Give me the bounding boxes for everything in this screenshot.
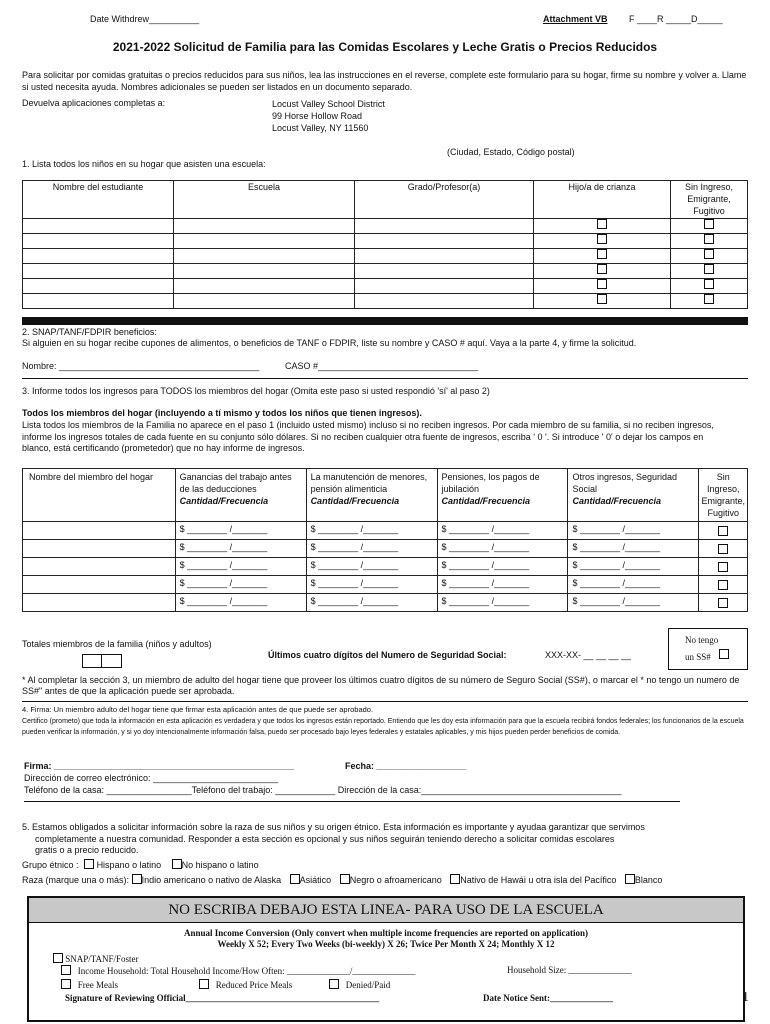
income-row	[23, 558, 748, 576]
race-group: Raza (marque una o más): Indio americano o nativo de Alaska Asiático Negro o afroamericano Nativo de Hawái u otra isla del Pacífico Blanco	[22, 875, 663, 885]
district-address: Locust Valley School District 99 Horse Hollow Road Locust Valley, NY 11560	[272, 99, 385, 133]
school-input[interactable]	[174, 264, 355, 279]
household-total-box[interactable]	[82, 654, 122, 668]
reduced-meals-checkbox[interactable]	[199, 979, 209, 989]
snap-case-field[interactable]: CASO #________________________________	[285, 361, 479, 371]
ethnic-group: Grupo étnico : Hispano o latino No hispano o latino	[22, 860, 259, 870]
hispanic-checkbox[interactable]	[84, 859, 94, 869]
student-name-input[interactable]	[23, 249, 174, 264]
section3-bold: Todos los miembros del hogar (incluyendo a tí mismo y todos los niños que tienen ingresos).	[22, 408, 422, 418]
date-withdrew: Date Withdrew__________	[90, 14, 200, 24]
other-income-input[interactable]: $ ________ /_______	[568, 576, 699, 594]
totals-label: Totales miembros de la familia (niños y adultos)	[22, 639, 212, 649]
section-divider-bar	[22, 317, 748, 325]
household-size-field[interactable]: Household Size: ______________	[507, 965, 632, 975]
pension-input[interactable]: $ ________ /_______	[437, 594, 568, 612]
foster-checkbox[interactable]	[597, 234, 607, 244]
no-income-checkbox[interactable]	[718, 544, 728, 554]
student-name-input[interactable]	[23, 234, 174, 249]
pension-input[interactable]: $ ________ /_______	[437, 540, 568, 558]
income-row	[23, 576, 748, 594]
email-field[interactable]: Dirección de correo electrónico: _________________________	[24, 773, 279, 783]
grade-input[interactable]	[355, 234, 534, 249]
divider	[24, 801, 680, 802]
grade-input[interactable]	[355, 219, 534, 234]
not-hispanic-checkbox[interactable]	[172, 859, 182, 869]
earnings-input[interactable]: $ ________ /_______	[175, 576, 306, 594]
race-asian-checkbox[interactable]	[290, 874, 300, 884]
grade-input[interactable]	[355, 249, 534, 264]
date-field[interactable]: Fecha: __________________	[345, 761, 467, 771]
section3-text: Lista todos los miembros de la Familia no aparece en el paso 1 (incluido usted mismo) incluso si no reciben ingresos. Por cada miembro de su familia, si no reciben ingresos, informe los ingresos totales de cada fuente en su conjunto sólo dólares. Si no reciben cualquier otra fuente de ingresos, escriba ' 0 '. Si introduce ' 0' o dejar los campos en blanco, está certificando (prometedor) que no hay informe de ingresos.	[22, 420, 714, 453]
no-income-checkbox[interactable]	[704, 249, 714, 259]
student-name-input[interactable]	[23, 294, 174, 309]
other-income-input[interactable]: $ ________ /_______	[568, 522, 699, 540]
return-label: Devuelva aplicaciones completas a:	[22, 98, 166, 108]
col-pensions: Pensiones, los pagos de jubilación Cantidad/Frecuencia	[437, 469, 568, 522]
snap-checkbox[interactable]	[53, 953, 63, 963]
income-household-checkbox[interactable]	[61, 965, 71, 975]
no-income-checkbox[interactable]	[718, 526, 728, 536]
no-ssn-box: No tengo un SS#	[668, 628, 748, 670]
support-input[interactable]: $ ________ /_______	[306, 558, 437, 576]
member-name-input[interactable]	[23, 558, 176, 576]
school-input[interactable]	[174, 279, 355, 294]
divider	[22, 378, 748, 379]
income-table	[22, 468, 748, 612]
ssn-note: * Al completar la sección 3, un miembro de adulto del hogar tiene que proveer los últimos cuatro dígitos de su número de Seguro Social (SS#), o marcar el * no tengo un numero de SS#" antes de que la aplicación puede ser aprobada.	[22, 675, 740, 696]
no-income-checkbox[interactable]	[704, 219, 714, 229]
free-meals-checkbox[interactable]	[61, 979, 71, 989]
earnings-input[interactable]: $ ________ /_______	[175, 594, 306, 612]
date-notice-sent-field[interactable]: Date Notice Sent:______________	[483, 993, 613, 1003]
col-foster: Hijo/a de crianza	[534, 181, 671, 219]
col-child-support: La manutención de menores, pensión alimenticia Cantidad/Frecuencia	[306, 469, 437, 522]
col-no-income: Sin Ingreso, Emigrante, Fugitivo	[699, 469, 748, 522]
school-input[interactable]	[174, 219, 355, 234]
section5-text: 5. Estamos obligados a solicitar información sobre la raza de sus niños y su origen étnico. Esta información es importante y ayudaa garantizar que servimos completamente a nuestra comunidad. Responder a esta sección es opcional y sus niños seguirán teniendo derecho a solicitar comidas escolares gratis o a precio reducido.	[22, 822, 645, 855]
grade-input[interactable]	[355, 264, 534, 279]
foster-checkbox[interactable]	[597, 294, 607, 304]
income-row	[23, 594, 748, 612]
student-name-input[interactable]	[23, 279, 174, 294]
col-earnings: Ganancias del trabajo antes de las deducciones Cantidad/Frecuencia	[175, 469, 306, 522]
grade-input[interactable]	[355, 294, 534, 309]
col-grade: Grado/Profesor(a)	[355, 181, 534, 219]
member-name-input[interactable]	[23, 540, 176, 558]
page-title: 2021-2022 Solicitud de Familia para las Comidas Escolares y Leche Gratis o Precios Reducidos	[112, 40, 658, 54]
signature-field[interactable]: Firma: ________________________________________________	[24, 761, 295, 771]
no-income-checkbox[interactable]	[704, 294, 714, 304]
section4-label: 4. Firma: Un miembro adulto del hogar tiene que firmar esta aplicación antes de que puede ser aprobado.	[22, 705, 374, 714]
income-row	[23, 540, 748, 558]
intro-text: Para solicitar por comidas gratuitas o precios reducidos para sus niños, lea las instrucciones en el reverse, complete este formulario para su hogar, firme su nombre y volver a. Llame si usted necesita ayuda. Nombres adicionales se pueden ser listados en un documento separado.	[22, 70, 747, 92]
denied-checkbox[interactable]	[329, 979, 339, 989]
no-income-checkbox[interactable]	[704, 279, 714, 289]
grade-input[interactable]	[355, 279, 534, 294]
children-table	[22, 180, 748, 309]
city-caption: (Ciudad, Estado, Código postal)	[447, 147, 575, 157]
member-name-input[interactable]	[23, 522, 176, 540]
support-input[interactable]: $ ________ /_______	[306, 540, 437, 558]
col-no-income: Sin Ingreso, Emigrante, Fugitivo	[671, 181, 748, 219]
earnings-input[interactable]: $ ________ /_______	[175, 558, 306, 576]
foster-checkbox[interactable]	[597, 219, 607, 229]
no-income-checkbox[interactable]	[718, 562, 728, 572]
other-income-input[interactable]: $ ________ /_______	[568, 594, 699, 612]
no-income-checkbox[interactable]	[704, 264, 714, 274]
pension-input[interactable]: $ ________ /_______	[437, 576, 568, 594]
foster-checkbox[interactable]	[597, 279, 607, 289]
conversion-note: Annual Income Conversion (Only convert when multiple income frequencies are reported on application)	[184, 928, 588, 938]
section1-label: 1. Lista todos los niños en su hogar que asisten una escuela:	[22, 159, 266, 169]
reviewer-signature-field[interactable]: Signature of Reviewing Official___________________________________________	[65, 993, 380, 1003]
no-income-checkbox[interactable]	[718, 580, 728, 590]
phone-address-fields[interactable]: Teléfono de la casa: _________________Teléfono del trabajo: ____________ Dirección de la casa:________________________________________	[24, 785, 622, 795]
member-name-input[interactable]	[23, 576, 176, 594]
support-input[interactable]: $ ________ /_______	[306, 594, 437, 612]
page-number: 1	[742, 990, 749, 1005]
student-name-input[interactable]	[23, 264, 174, 279]
section4-text: Certifico (prometo) que toda la información en esta aplicación es verdadera y que todos los ingresos están reportado. Entiendo que les doy esta información para que la escuela recibirá fondos federales; los funcionarios de la escuela pueden verificar la información, y si yo doy intencionalmente información falsa, puedo ser procesado bajo leyes federales y estatales aplicables, y mis hijos pueden perder beneficios de comida.	[22, 718, 744, 736]
divider	[22, 701, 748, 702]
support-input[interactable]: $ ________ /_______	[306, 576, 437, 594]
col-member-name: Nombre del miembro del hogar	[23, 469, 176, 522]
no-ssn-checkbox[interactable]	[719, 649, 729, 659]
section2-label: 2. SNAP/TANF/FDPIR beneficios:	[22, 327, 157, 337]
race-pacific-checkbox[interactable]	[450, 874, 460, 884]
student-name-input[interactable]	[23, 219, 174, 234]
col-other-income: Otros ingresos, Seguridad Social Cantidad/Frecuencia	[568, 469, 699, 522]
pension-input[interactable]: $ ________ /_______	[437, 522, 568, 540]
section2-text: Si alguien en su hogar recibe cupones de alimentos, o beneficios de TANF o FDPIR, liste su nombre y CASO # aquí. Vaya a la parte 4, y firme la solicitud.	[22, 338, 637, 348]
earnings-input[interactable]: $ ________ /_______	[175, 540, 306, 558]
foster-checkbox[interactable]	[597, 249, 607, 259]
school-use-box: NO ESCRIBA DEBAJO ESTA LINEA- PARA USO DE LA ESCUELA Annual Income Conversion (Only convert when multiple income frequencies are reported on application) Weekly X 52; Every Two Weeks (bi-weekly) X 26; Twice Per Month X 24; Monthly X 12 SNAP/TANF/Foster Income Household: Total Household Income/How Often: ______________/______________ Household Size: ______________ Free Meals Reduced Price Meals Denied/Paid Signature of Reviewing Official___________________________________________ Date Notice Sent:______________	[27, 896, 745, 1022]
other-income-input[interactable]: $ ________ /_______	[568, 558, 699, 576]
earnings-input[interactable]: $ ________ /_______	[175, 522, 306, 540]
school-input[interactable]	[174, 234, 355, 249]
section3-label: 3. Informe todos los ingresos para TODOS los miembros del hogar (Omita este paso si usted respondió 'sí' al paso 2)	[22, 386, 490, 396]
support-input[interactable]: $ ________ /_______	[306, 522, 437, 540]
pension-input[interactable]: $ ________ /_______	[437, 558, 568, 576]
school-input[interactable]	[174, 294, 355, 309]
office-codes: F ____R _____D_____	[629, 14, 723, 24]
race-native-american-checkbox[interactable]	[132, 874, 142, 884]
race-white-checkbox[interactable]	[625, 874, 635, 884]
race-black-checkbox[interactable]	[340, 874, 350, 884]
snap-name-field[interactable]: Nombre: ________________________________________	[22, 361, 260, 371]
col-student-name: Nombre del estudiante	[23, 181, 174, 219]
no-income-checkbox[interactable]	[704, 234, 714, 244]
col-school: Escuela	[174, 181, 355, 219]
attachment-label: Attachment VB	[543, 14, 608, 24]
school-input[interactable]	[174, 249, 355, 264]
no-income-checkbox[interactable]	[718, 598, 728, 608]
member-name-input[interactable]	[23, 594, 176, 612]
foster-checkbox[interactable]	[597, 264, 607, 274]
ssn-input[interactable]: XXX-XX- __ __ __ __	[545, 650, 632, 660]
income-row	[23, 522, 748, 540]
ssn-label: Últimos cuatro dígitos del Numero de Seguridad Social:	[268, 650, 507, 660]
conversion-multipliers: Weekly X 52; Every Two Weeks (bi-weekly) X 26; Twice Per Month X 24; Monthly X 12	[217, 939, 555, 949]
other-income-input[interactable]: $ ________ /_______	[568, 540, 699, 558]
school-use-heading: NO ESCRIBA DEBAJO ESTA LINEA- PARA USO DE LA ESCUELA	[29, 898, 743, 923]
